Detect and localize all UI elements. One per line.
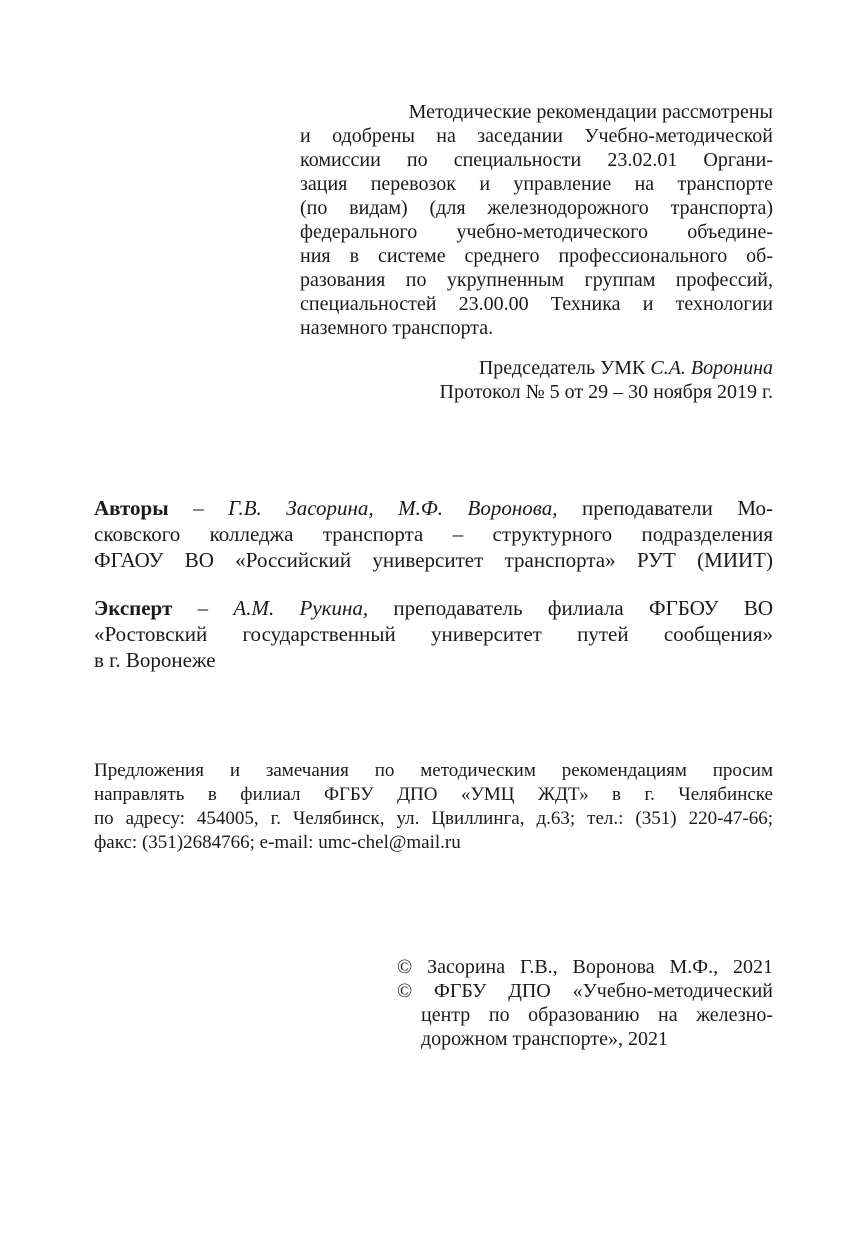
authors-line: сковского колледжа транспорта – структурного подразделения [94,522,773,546]
authors-label: Авторы [94,496,169,520]
copyright-line: центр по образованию на железно- [421,1004,773,1026]
chair-label: Председатель УМК [478,357,651,379]
approval-line: разования по укрупненным группам профессий, [300,269,773,291]
authors-line [94,496,773,521]
expert-line: «Ростовский государственный университет путей сообщения» [94,622,773,646]
authors-role: преподаватели Мо- [557,496,773,520]
expert-line [94,596,773,621]
approval-line: федерального учебно-методического объедине- [300,221,773,243]
feedback-line: направлять в филиал ФГБУ ДПО «УМЦ ЖДТ» в г. Челябинске [94,784,773,805]
authors-dash: – [168,496,229,520]
copyright-line: дорожном транспорте», 2021 [421,1028,668,1050]
protocol-line: Протокол № 5 от 29 – 30 ноября 2019 г. [439,381,773,403]
feedback-line: факс: (351)2684766; e-mail: umc-chel@mail.ru [94,832,461,853]
copyright-line: © ФГБУ ДПО «Учебно-методический [397,980,773,1002]
authors-names: Г.В. Засорина, М.Ф. Воронова, [228,496,558,520]
approval-line: зация перевозок и управление на транспорте [300,173,773,195]
approval-line: и одобрены на заседании Учебно-методической [300,125,773,147]
expert-dash: – [172,596,234,620]
approval-line: Методические рекомендации рассмотрены [408,101,773,123]
feedback-line: по адресу: 454005, г. Челябинск, ул. Цвиллинга, д.63; тел.: (351) 220-47-66; [94,808,773,829]
authors-line: ФГАОУ ВО «Российский университет транспорта» РУТ (МИИТ) [94,548,773,572]
expert-label: Эксперт [94,596,173,620]
approval-line: наземного транспорта. [300,317,494,339]
approval-line: (по видам) (для железнодорожного транспорта) [300,197,773,219]
chair-name: С.А. Воронина [650,357,773,379]
approval-line: специальностей 23.00.00 Техника и технологии [300,293,773,315]
expert-line: в г. Воронеже [94,648,216,672]
expert-role: преподаватель филиала ФГБОУ ВО [368,596,774,620]
approval-line: комиссии по специальности 23.02.01 Органи- [300,149,773,171]
expert-name: А.М. Рукина, [233,596,369,620]
feedback-line: Предложения и замечания по методическим рекомендациям просим [94,760,773,781]
approval-line: ния в системе среднего профессионального об- [300,245,773,267]
chair-line [300,357,773,380]
copyright-line: © Засорина Г.В., Воронова М.Ф., 2021 [397,956,773,978]
